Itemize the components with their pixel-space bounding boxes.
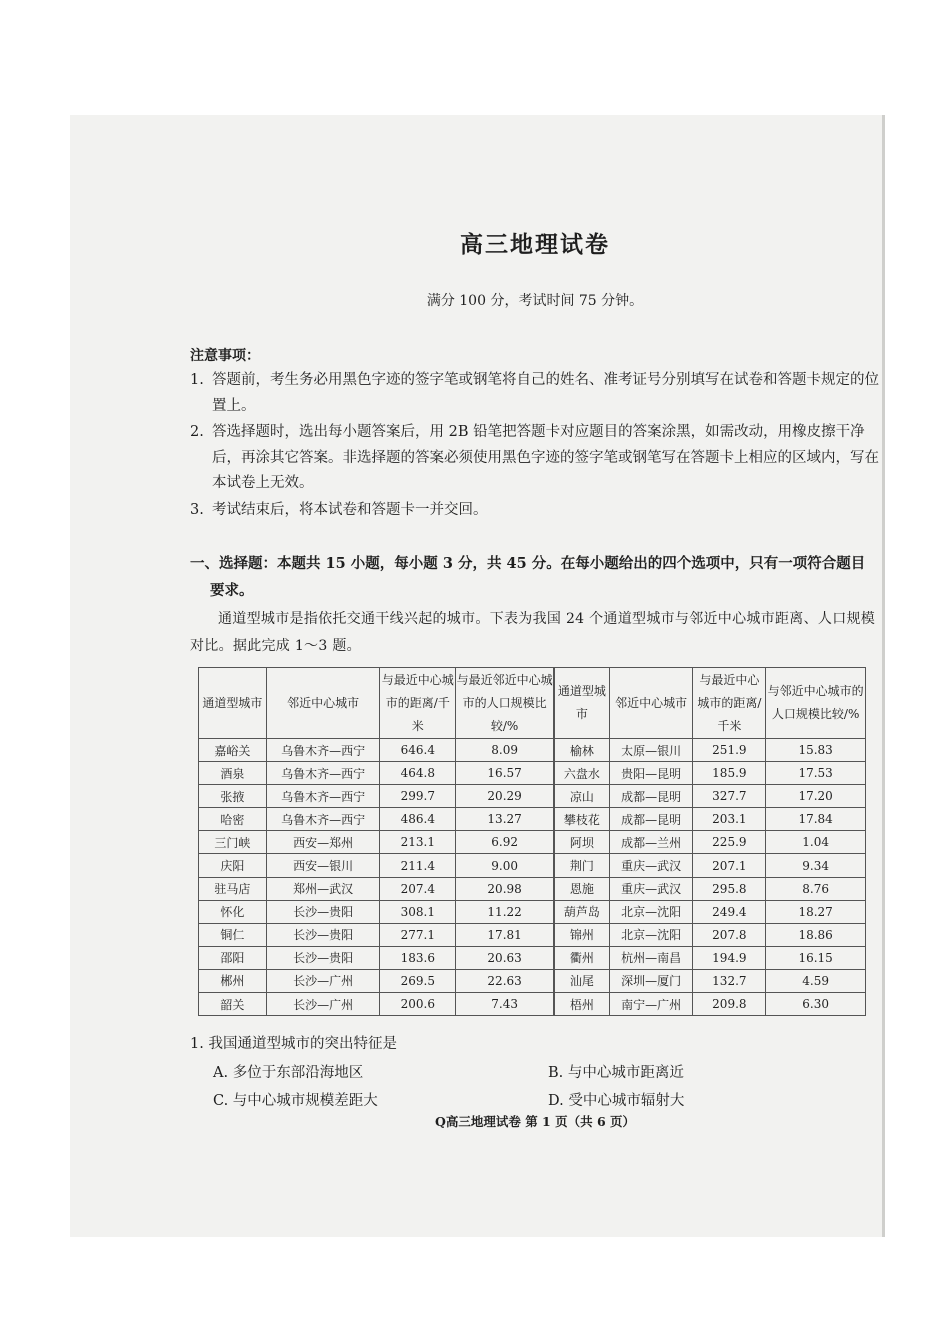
table-cell: 郑州—武汉 — [266, 877, 380, 900]
table-cell: 207.8 — [693, 923, 766, 946]
table-cell: 酒泉 — [199, 762, 267, 785]
table-row — [199, 946, 554, 969]
table-cell: 327.7 — [693, 785, 766, 808]
table-cell: 277.1 — [380, 923, 456, 946]
table-cell: 郴州 — [199, 969, 267, 992]
question-intro: 通道型城市是指依托交通干线兴起的城市。下表为我国 24 个通道型城市与邻近中心城市距离、人口规模对比。据此完成 1～3 题。 — [190, 611, 876, 654]
table-cell: 长沙—贵阳 — [266, 900, 380, 923]
option-b[interactable]: B. 与中心城市距离近 — [548, 1065, 684, 1081]
paper-edge — [882, 115, 885, 1237]
table-cell: 韶关 — [199, 993, 267, 1016]
table-cell: 乌鲁木齐—西宁 — [266, 808, 380, 831]
table-cell: 乌鲁木齐—西宁 — [266, 762, 380, 785]
notice-number: 2. — [190, 424, 204, 440]
notice-text: 答题前，考生务必用黑色字迹的签字笔或钢笔将自己的姓名、准考证号分别填写在试卷和答题卡规定的位置上。 — [212, 372, 879, 414]
table-cell: 18.27 — [766, 900, 866, 923]
table-row — [199, 877, 554, 900]
table-cell: 深圳—厦门 — [609, 969, 693, 992]
table-cell: 三门峡 — [199, 831, 267, 854]
table-cell: 北京—沈阳 — [609, 923, 693, 946]
table-cell: 269.5 — [380, 969, 456, 992]
table-cell: 17.84 — [766, 808, 866, 831]
table-cell: 荆门 — [555, 854, 610, 877]
table-cell: 葫芦岛 — [555, 900, 610, 923]
table-cell: 8.76 — [766, 877, 866, 900]
table-cell: 185.9 — [693, 762, 766, 785]
table-cell: 646.4 — [380, 739, 456, 762]
table-row — [199, 831, 554, 854]
table-row — [555, 762, 866, 785]
table-cell: 6.92 — [456, 831, 554, 854]
table-cell: 207.1 — [693, 854, 766, 877]
section-heading-line1: 一、选择题：本题共 15 小题，每小题 3 分，共 45 分。在每小题给出的四个选项中，只有一项符合题目 — [190, 555, 866, 572]
table-cell: 15.83 — [766, 739, 866, 762]
table-cell: 308.1 — [380, 900, 456, 923]
table-cell: 7.43 — [456, 993, 554, 1016]
table-cell: 衢州 — [555, 946, 610, 969]
table-cell: 17.20 — [766, 785, 866, 808]
notice-text: 答选择题时，选出每小题答案后，用 2B 铅笔把答题卡对应题目的答案涂黑，如需改动，用橡皮擦干净后，再涂其它答案。非选择题的答案必须使用黑色字迹的签字笔或钢笔写在答题卡上相应的区域内，写在本试卷上无效。 — [212, 424, 879, 491]
table-row — [199, 993, 554, 1016]
table-cell: 攀枝花 — [555, 808, 610, 831]
table-cell: 132.7 — [693, 969, 766, 992]
table-row — [555, 946, 866, 969]
table-cell: 西安—银川 — [266, 854, 380, 877]
notice-text: 考试结束后，将本试卷和答题卡一并交回。 — [212, 501, 488, 518]
table-cell: 22.63 — [456, 969, 554, 992]
table-cell: 18.86 — [766, 923, 866, 946]
table-cell: 183.6 — [380, 946, 456, 969]
table-row — [199, 969, 554, 992]
table-cell: 6.30 — [766, 993, 866, 1016]
table-cell: 哈密 — [199, 808, 267, 831]
table-cell: 464.8 — [380, 762, 456, 785]
table-cell: 203.1 — [693, 808, 766, 831]
table-row — [199, 739, 554, 762]
column-header: 与邻近中心城市的人口规模比较/% — [766, 668, 866, 739]
column-header: 邻近中心城市 — [609, 668, 693, 739]
table-cell: 9.34 — [766, 854, 866, 877]
column-header: 通道型城市 — [199, 668, 267, 739]
table-cell: 北京—沈阳 — [609, 900, 693, 923]
table-row — [199, 762, 554, 785]
table-cell: 20.98 — [456, 877, 554, 900]
table-cell: 六盘水 — [555, 762, 610, 785]
table-cell: 13.27 — [456, 808, 554, 831]
table-row — [555, 877, 866, 900]
column-header: 邻近中心城市 — [266, 668, 380, 739]
table-row — [555, 993, 866, 1016]
table-row — [199, 785, 554, 808]
table-cell: 凉山 — [555, 785, 610, 808]
data-table — [198, 667, 866, 1022]
table-cell: 乌鲁木齐—西宁 — [266, 739, 380, 762]
table-cell: 庆阳 — [199, 854, 267, 877]
table-cell: 重庆—武汉 — [609, 877, 693, 900]
table-cell: 213.1 — [380, 831, 456, 854]
table-cell: 200.6 — [380, 993, 456, 1016]
table-cell: 9.00 — [456, 854, 554, 877]
table-cell: 成都—昆明 — [609, 808, 693, 831]
table-cell: 17.81 — [456, 923, 554, 946]
section-heading-line2: 要求。 — [210, 582, 254, 599]
table-cell: 11.22 — [456, 900, 554, 923]
table-cell: 恩施 — [555, 877, 610, 900]
column-header: 通道型城市 — [555, 668, 610, 739]
table-row — [555, 785, 866, 808]
table-row — [199, 808, 554, 831]
table-cell: 194.9 — [693, 946, 766, 969]
notice-item — [190, 368, 885, 419]
table-cell: 长沙—贵阳 — [266, 946, 380, 969]
table-cell: 怀化 — [199, 900, 267, 923]
table-row — [199, 900, 554, 923]
table-cell: 长沙—广州 — [266, 993, 380, 1016]
data-table-left — [198, 667, 554, 1016]
table-cell: 贵阳—昆明 — [609, 762, 693, 785]
table-cell: 486.4 — [380, 808, 456, 831]
table-cell: 重庆—武汉 — [609, 854, 693, 877]
table-cell: 长沙—广州 — [266, 969, 380, 992]
table-cell: 20.29 — [456, 785, 554, 808]
notice-item — [190, 420, 885, 497]
table-cell: 榆林 — [555, 739, 610, 762]
table-cell: 杭州—南昌 — [609, 946, 693, 969]
table-cell: 16.15 — [766, 946, 866, 969]
notice-heading: 注意事项： — [190, 348, 260, 364]
option-c[interactable]: C. 与中心城市规模差距大 — [213, 1093, 378, 1109]
notice-number: 1. — [190, 372, 204, 388]
table-cell: 225.9 — [693, 831, 766, 854]
table-cell: 20.63 — [456, 946, 554, 969]
table-cell: 驻马店 — [199, 877, 267, 900]
notice-list — [190, 368, 885, 524]
table-row — [555, 854, 866, 877]
table-cell: 1.04 — [766, 831, 866, 854]
table-cell: 299.7 — [380, 785, 456, 808]
table-cell: 张掖 — [199, 785, 267, 808]
table-cell: 16.57 — [456, 762, 554, 785]
table-cell: 成都—兰州 — [609, 831, 693, 854]
table-cell: 4.59 — [766, 969, 866, 992]
table-row — [555, 831, 866, 854]
option-a[interactable]: A. 多位于东部沿海地区 — [213, 1065, 364, 1081]
table-cell: 251.9 — [693, 739, 766, 762]
column-header: 与最近邻近中心城市的人口规模比较/% — [456, 668, 554, 739]
table-row — [199, 854, 554, 877]
table-row — [555, 900, 866, 923]
table-cell: 207.4 — [380, 877, 456, 900]
notice-number: 3. — [190, 501, 204, 518]
table-cell: 西安—郑州 — [266, 831, 380, 854]
notice-item — [190, 498, 885, 524]
table-cell: 阿坝 — [555, 831, 610, 854]
table-cell: 锦州 — [555, 923, 610, 946]
table-cell: 长沙—贵阳 — [266, 923, 380, 946]
table-cell: 295.8 — [693, 877, 766, 900]
question-1-stem: 1. 我国通道型城市的突出特征是 — [190, 1036, 397, 1052]
table-row — [199, 923, 554, 946]
table-cell: 铜仁 — [199, 923, 267, 946]
data-table-right — [554, 667, 866, 1016]
table-cell: 211.4 — [380, 854, 456, 877]
table-cell: 邵阳 — [199, 946, 267, 969]
table-cell: 249.4 — [693, 900, 766, 923]
exam-subtitle: 满分 100 分，考试时间 75 分钟。 — [426, 293, 644, 309]
table-row — [555, 969, 866, 992]
table-cell: 17.53 — [766, 762, 866, 785]
section-heading — [190, 550, 885, 604]
table-cell: 梧州 — [555, 993, 610, 1016]
table-cell: 成都—昆明 — [609, 785, 693, 808]
table-cell: 乌鲁木齐—西宁 — [266, 785, 380, 808]
table-cell: 汕尾 — [555, 969, 610, 992]
table-row — [555, 923, 866, 946]
table-cell: 南宁—广州 — [609, 993, 693, 1016]
option-d[interactable]: D. 受中心城市辐射大 — [548, 1093, 685, 1109]
table-row — [555, 808, 866, 831]
page-footer: Q高三地理试卷 第 1 页（共 6 页） — [434, 1114, 636, 1129]
column-header: 与最近中心城市的距离/千米 — [693, 668, 766, 739]
table-cell: 8.09 — [456, 739, 554, 762]
column-header: 与最近中心城市的距离/千米 — [380, 668, 456, 739]
exam-title: 高三地理试卷 — [460, 231, 610, 258]
table-row — [555, 739, 866, 762]
table-cell: 209.8 — [693, 993, 766, 1016]
table-cell: 太原—银川 — [609, 739, 693, 762]
table-cell: 嘉峪关 — [199, 739, 267, 762]
